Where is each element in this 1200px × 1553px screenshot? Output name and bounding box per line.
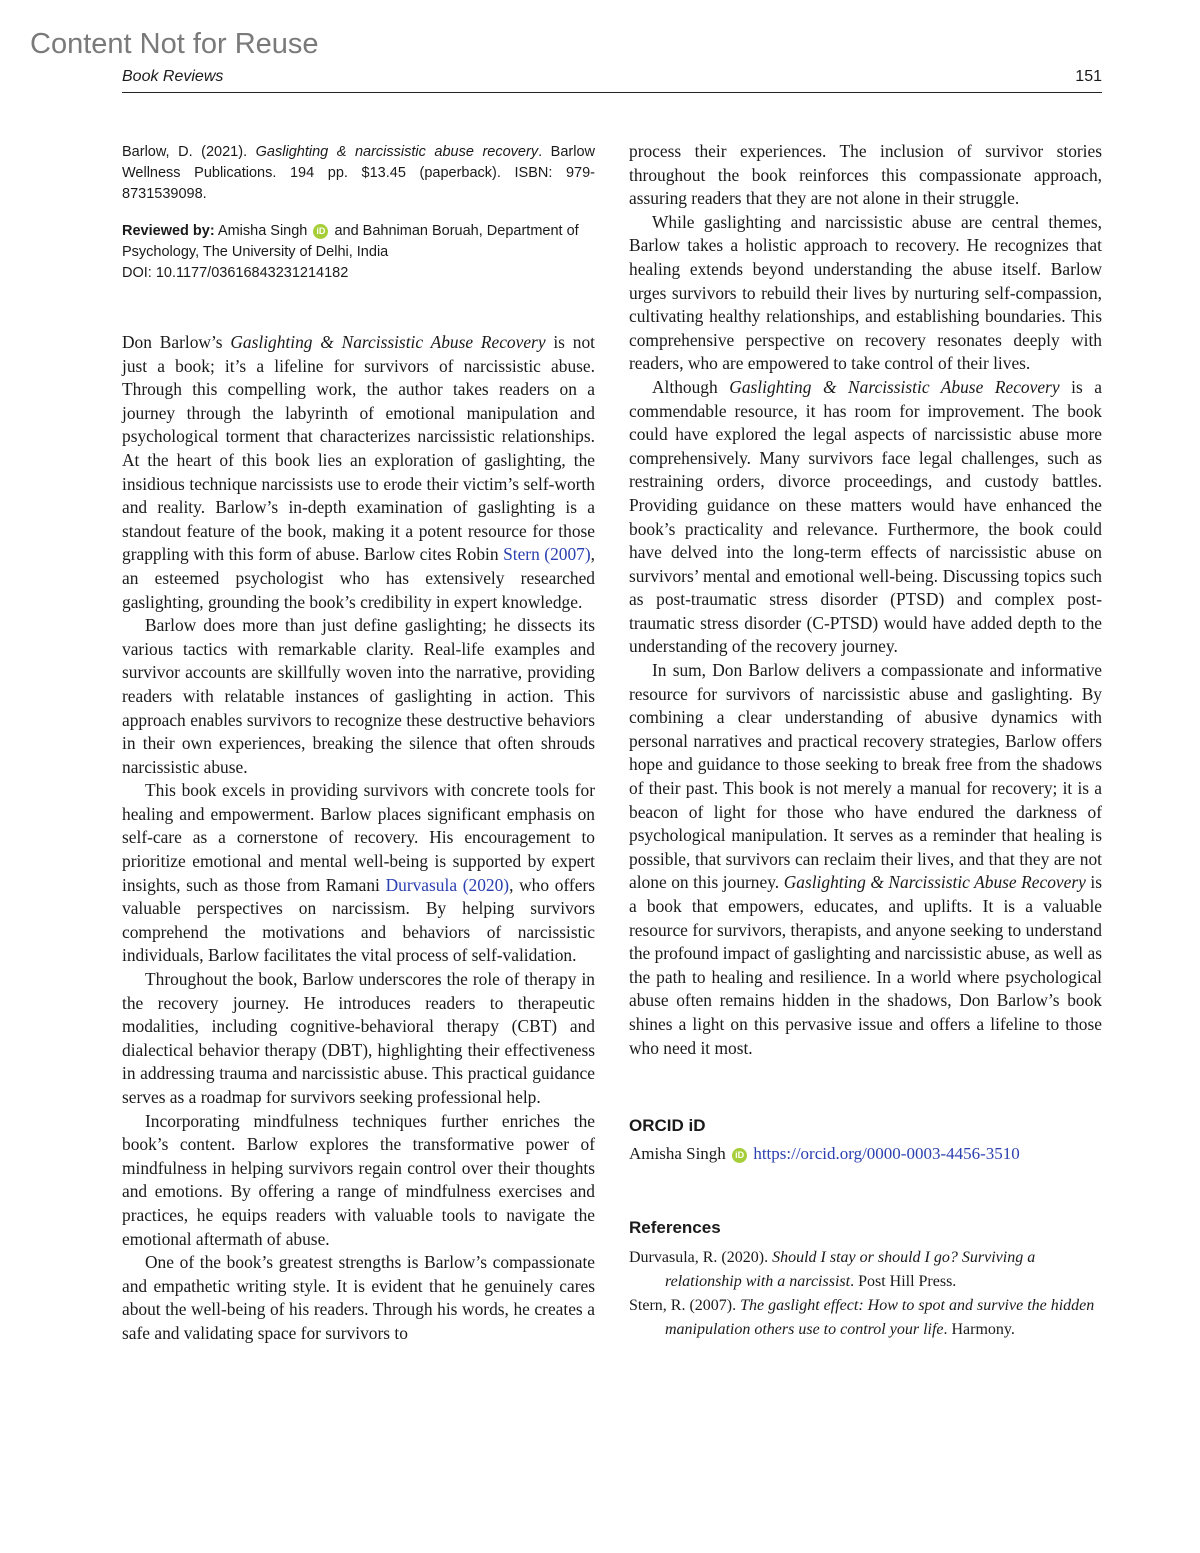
ref-link-stern[interactable]: Stern (2007) — [503, 544, 591, 565]
paragraph-2: Barlow does more than just define gaslighting; he dissects its various tactics with remarkable clarity. Real-life examples and survivor accounts are skillfully woven into the narrative, providing readers with relatable instances of gaslighting in action. This approach enables survivors to recognize these destructive behaviors in their own experiences, breaking the silence that often shrouds narcissistic abuse. — [122, 615, 595, 777]
paragraph-7: While gaslighting and narcissistic abuse are central themes, Barlow takes a holistic approach to recovery. He recognizes that healing extends beyond understanding the abuse itself. Barlow urges survivors to rebuild their lives by nurturing self-compassion, cultivating healthy relationships, and establishing boundaries. This comprehensive perspective on recovery resonates deeply with readers, who are empowered to take control of their lives. — [629, 211, 1102, 374]
orcid-heading: ORCID iD — [629, 1116, 706, 1136]
reviewed-by-label: Reviewed by: — [122, 223, 215, 239]
orcid-name: Amisha Singh — [629, 1144, 726, 1164]
paragraph-4: Throughout the book, Barlow underscores the role of therapy in the recovery journey. He introduces readers to therapeutic modalities, including cognitive-behavioral therapy (CBT) and dialectical behavior therapy (DBT), highlighting their effectiveness in addressing trauma and narcissistic abuse. This practical guidance serves as a roadmap for survivors seeking professional help. — [122, 969, 595, 1107]
paragraph-1: Don Barlow’s Gaslighting & Narcissistic Abuse Recovery is not just a book; it’s a lifeline for survivors of narcissistic abuse. Through this compelling work, the author takes readers on a journey through the labyrinth of emotional manipulation and psychological torment that characterizes narcissistic relationships. At the heart of this book lies an exploration of gaslighting, the insidious technique narcissists use to erode their victim’s self-worth and reality. Barlow’s in-depth examination of gaslighting is a standout feature of the book, making it a potent resource for those grappling with this form of abuse. Barlow cites Robin Stern (2007), an esteemed psychologist who has extensively researched gaslighting, grounding the book’s credibility in expert knowledge. — [122, 332, 595, 612]
orcid-section — [629, 1116, 1102, 1164]
doi: DOI: 10.1177/03616843231214182 — [122, 265, 349, 281]
watermark: Content Not for Reuse — [30, 28, 319, 60]
paragraph-8: Although Gaslighting & Narcissistic Abuse Recovery is a commendable resource, it has room for improvement. The book could have explored the legal aspects of narcissistic abuse more comprehensively. Many survivors face legal challenges, such as restraining orders, divorce proceedings, and custody battles. Providing guidance on these matters would have enhanced the book’s practicality and relevance. Furthermore, the book could have delved into the long-term effects of narcissistic abuse on survivors’ mental and emotional well-being. Discussing topics such as post-traumatic stress disorder (PTSD) and complex post-traumatic stress disorder (C-PTSD) would have added depth to the understanding of the recovery journey. — [629, 376, 1102, 657]
review-meta — [122, 221, 595, 284]
review-body-left — [122, 331, 595, 1346]
references-heading: References — [629, 1218, 721, 1238]
paragraph-6-continued: process their experiences. The inclusion of survivor stories throughout the book reinforces this compassionate approach, assuring readers that they are not alone in their struggle. — [629, 141, 1102, 209]
paragraph-9: In sum, Don Barlow delivers a compassionate and informative resource for survivors of narcissistic abuse and gaslighting. By combining a clear understanding of abusive dynamics with personal narratives and practical recovery strategies, Barlow offers hope and guidance to those seeking to break free from the shadows of their past. This book is not merely a manual for recovery; it is a beacon of light for those who have endured the darkness of psychological manipulation. It serves as a reminder that healing is possible, that survivors can reclaim their lives, and that they are not alone on this journey. Gaslighting & Narcissistic Abuse Recovery is a book that empowers, educates, and uplifts. It is a valuable resource for survivors, therapists, and anyone seeking to understand the profound impact of gaslighting and narcissistic abuse, as well as the path to healing and resilience. In a world where psychological abuse often remains hidden in the shadows, Don Barlow’s book shines a light on this pervasive issue and offers a lifeline to those who need it most. — [629, 660, 1102, 1058]
reviewer-affiliation: and Bahniman Boruah, Department of Psychology, The University of Delhi, India — [122, 223, 579, 260]
citation-details: . Barlow Wellness Publications. 194 pp. $13.45 (paperback). ISBN: 979-8731539098. — [122, 144, 595, 202]
orcid-icon[interactable]: iD — [313, 224, 328, 239]
references-section — [629, 1218, 1102, 1341]
page-number: 151 — [1075, 68, 1102, 85]
citation-book-title: Gaslighting & narcissistic abuse recovery — [255, 144, 539, 160]
paragraph-6: One of the book’s greatest strengths is Barlow’s compassionate and empathetic writing style. It is evident that he genuinely cares about the well-being of his readers. Through his words, he creates a safe and validating space for survivors to — [122, 1252, 595, 1343]
paragraph-5: Incorporating mindfulness techniques further enriches the book’s content. Barlow explores the transformative power of mindfulness in helping survivors regain control over their thoughts and emotions. By offering a range of mindfulness exercises and practices, he equips readers with valuable tools to navigate the emotional aftermath of abuse. — [122, 1110, 595, 1249]
right-column — [629, 140, 1102, 1342]
running-header — [122, 66, 1102, 93]
review-body-right — [629, 140, 1102, 1060]
reference-item: Durvasula, R. (2020). Should I stay or should I go? Surviving a relationship with a narcissist. Post Hill Press. — [629, 1249, 1036, 1290]
citation-author-year: Barlow, D. (2021). — [122, 144, 248, 160]
section-title: Book Reviews — [122, 68, 224, 85]
paragraph-3: This book excels in providing survivors with concrete tools for healing and empowerment. Barlow places significant emphasis on self-care as a cornerstone of recovery. His encouragement to prioritize emotional and mental well-being is supported by expert insights, such as those from Ramani Durvasula (2020), who offers valuable perspectives on narcissism. By helping survivors comprehend the motivations and behaviors of narcissistic individuals, Barlow facilitates the vital process of self-validation. — [122, 780, 596, 966]
orcid-entry — [629, 1144, 1102, 1164]
orcid-link[interactable]: https://orcid.org/0000-0003-4456-3510 — [753, 1144, 1020, 1164]
orcid-icon[interactable]: iD — [732, 1148, 747, 1163]
reviewer-name: Amisha Singh — [217, 223, 308, 239]
reference-item: Stern, R. (2007). The gaslight effect: How to spot and survive the hidden manipulation others use to control your life. Harmony. — [629, 1297, 1095, 1338]
left-column — [122, 140, 595, 1346]
book-citation — [122, 142, 595, 205]
ref-link-durvasula[interactable]: Durvasula (2020) — [385, 874, 510, 895]
